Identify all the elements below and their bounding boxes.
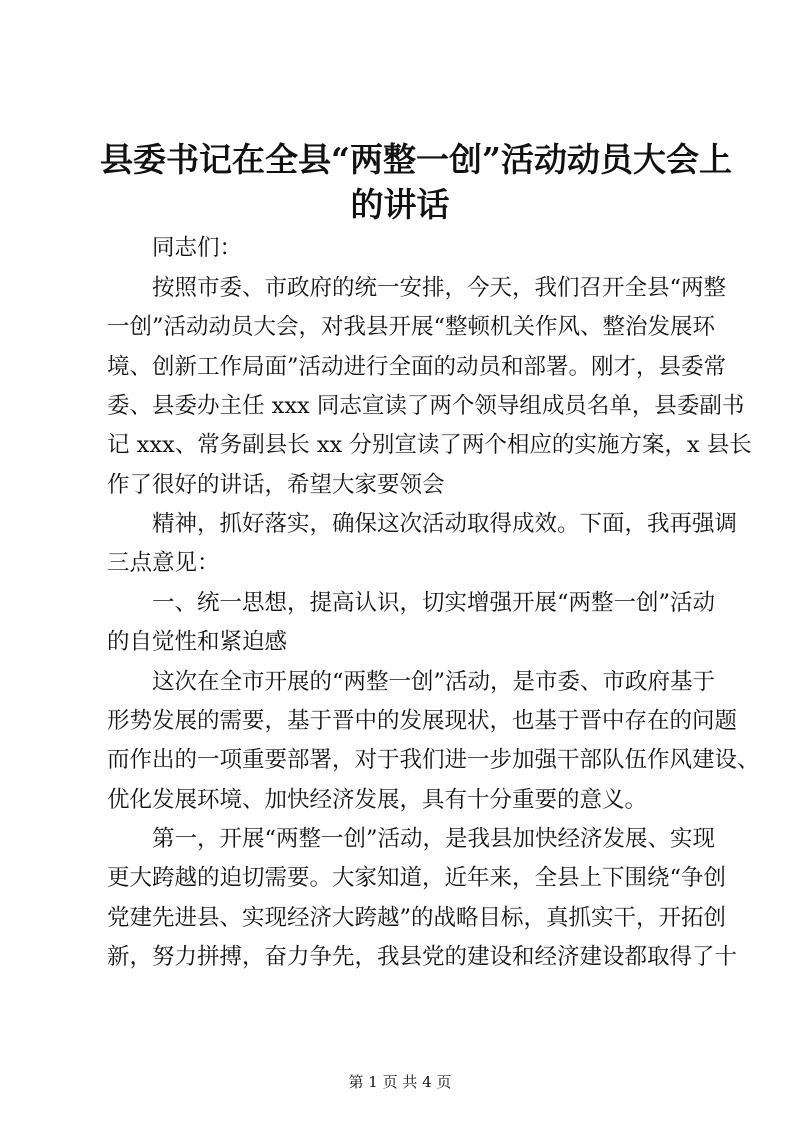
body-line: 精神，抓好落实，确保这次活动取得成效。下面，我再强调 bbox=[152, 511, 738, 537]
body-line: 境、创新工作局面”活动进行全面的动员和部署。刚才，县委常 bbox=[107, 354, 727, 380]
body-line: 记 xxx、常务副县长 xx 分别宣读了两个相应的实施方案，x 县长 bbox=[107, 432, 752, 458]
document-title-line-1: 县委书记在全县“两整一创”活动动员大会上 bbox=[100, 140, 732, 179]
document-title-line-2: 的讲话 bbox=[350, 185, 450, 224]
body-line: 更大跨越的迫切需要。大家知道，近年来，全县上下围绕“争创 bbox=[107, 865, 727, 891]
body-line: 第一，开展“两整一创”活动，是我县加快经济发展、实现 bbox=[152, 826, 716, 852]
body-line: 作了很好的讲话，希望大家要领会 bbox=[107, 472, 445, 498]
body-line: 优化发展环境、加快经济发展，具有十分重要的意义。 bbox=[107, 787, 648, 813]
body-line: 而作出的一项重要部署，对于我们进一步加强干部队伍作风建设、 bbox=[107, 747, 760, 773]
section-heading-line: 的自觉性和紧迫感 bbox=[107, 629, 288, 655]
page-number-footer: 第 1 页 共 4 页 bbox=[348, 1073, 452, 1091]
body-line: 一创”活动动员大会，对我县开展“整顿机关作风、整治发展环 bbox=[107, 314, 716, 340]
body-line: 党建先进县、实现经济大跨越”的战略目标，真抓实干，开拓创 bbox=[107, 905, 727, 931]
body-line: 形势发展的需要，基于晋中的发展现状，也基于晋中存在的问题 bbox=[107, 708, 738, 734]
body-line: 这次在全市开展的“两整一创”活动，是市委、市政府基于 bbox=[152, 669, 716, 695]
body-line: 按照市委、市政府的统一安排，今天，我们召开全县“两整 bbox=[152, 275, 727, 301]
body-line: 委、县委办主任 xxx 同志宣读了两个领导组成员名单，县委副书 bbox=[107, 393, 745, 419]
section-heading-line: 一、统一思想，提高认识，切实增强开展“两整一创”活动 bbox=[152, 590, 716, 616]
body-line: 三点意见： bbox=[107, 550, 220, 576]
body-line: 新，努力拼搏，奋力争先，我县党的建设和经济建设都取得了十 bbox=[107, 944, 738, 970]
salutation: 同志们： bbox=[152, 235, 243, 261]
